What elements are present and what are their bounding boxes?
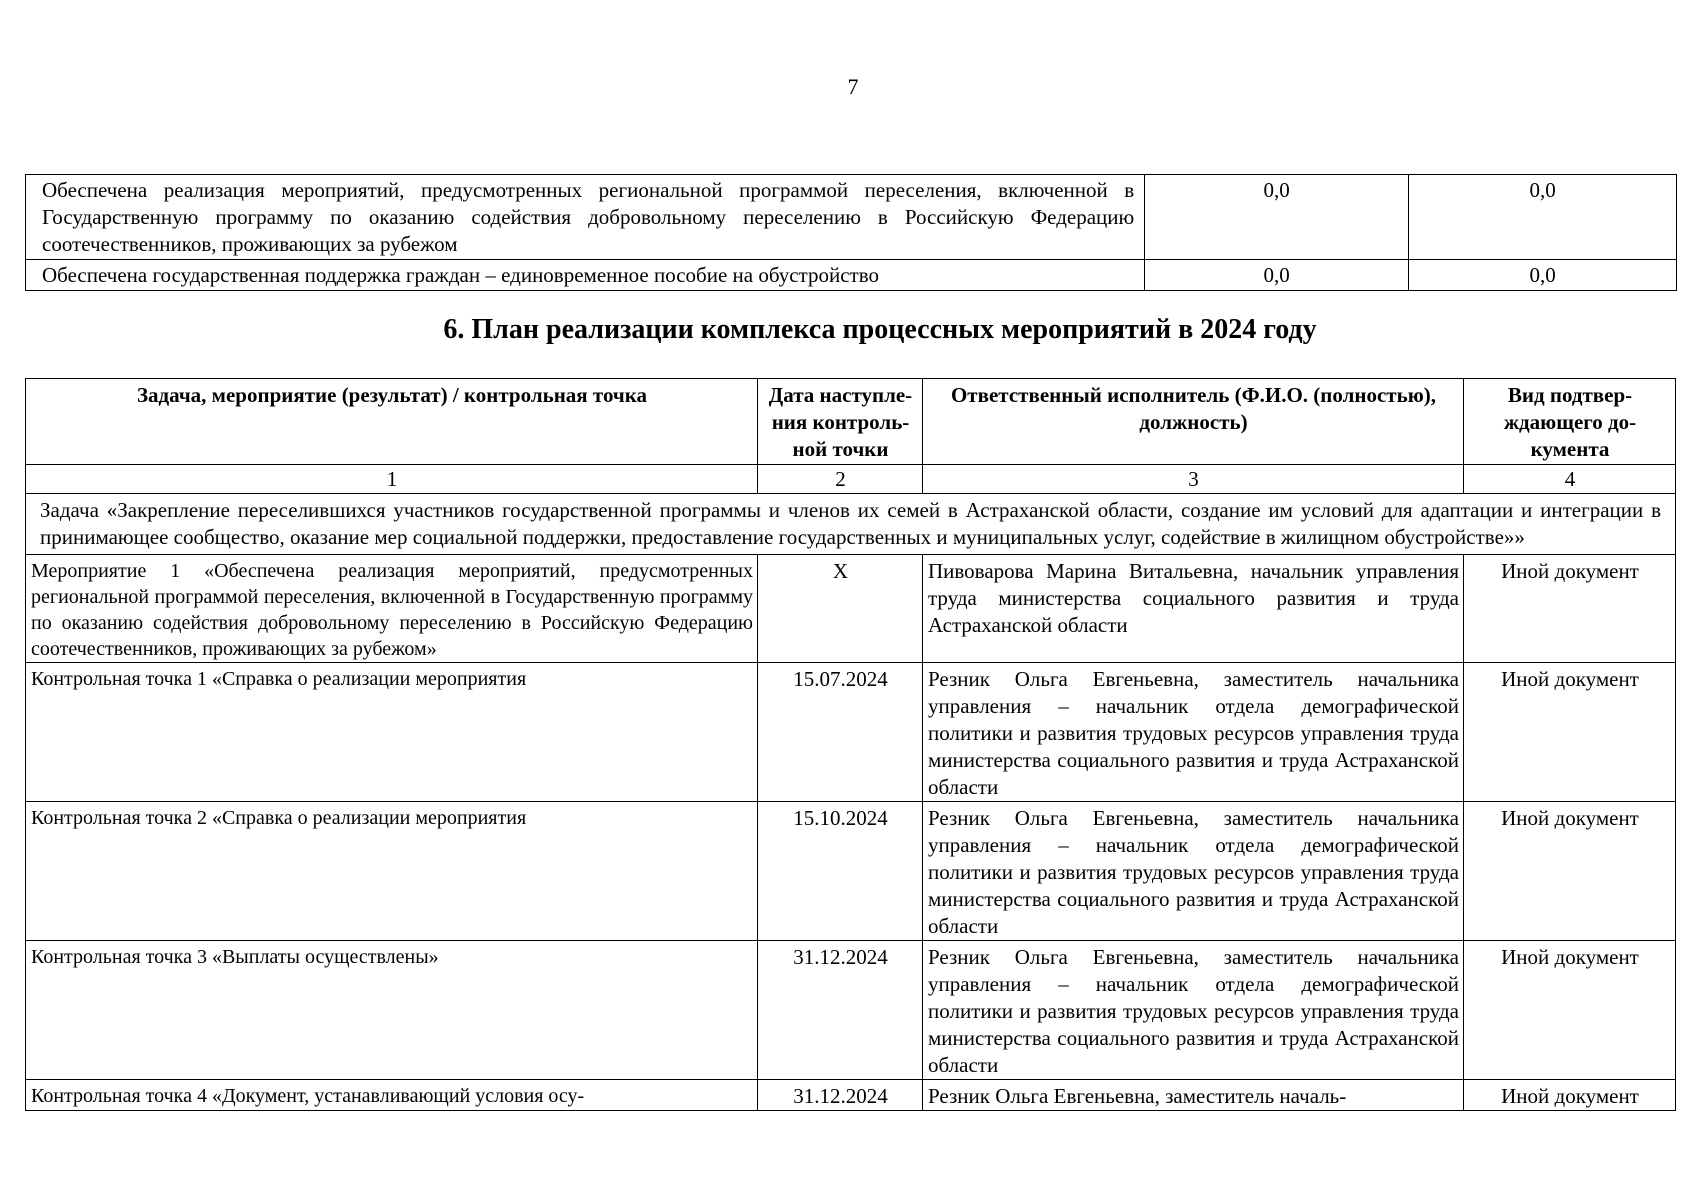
column-number: 2 (758, 465, 923, 494)
financing-row-name: Обеспечена реализация мероприятий, предусмотренных региональной программой переселения, включенной в Государственную программу по оказанию содействия добровольному переселению в Российскую Федерацию соотечественников, проживающих за рубежом (26, 175, 1145, 260)
table-row (26, 941, 1676, 1080)
financing-row-value: 0,0 (1145, 175, 1409, 260)
table-row (26, 663, 1676, 802)
row-date: 15.07.2024 (758, 663, 923, 802)
row-responsible: Пивоварова Марина Витальевна, начальник управления труда министерства социального развития и труда Астраханской области (923, 555, 1464, 663)
page-number: 7 (847, 74, 859, 99)
financing-row-name: Обеспечена государственная поддержка граждан – единовременное пособие на обустройство (26, 260, 1145, 291)
row-date: 31.12.2024 (758, 941, 923, 1080)
table-row (26, 1080, 1676, 1111)
column-number: 1 (26, 465, 758, 494)
row-document: Иной документ (1464, 663, 1676, 802)
table-row (26, 260, 1677, 291)
header-document: Вид подтвер-ждающего до-кумента (1464, 379, 1676, 465)
task-text: Задача «Закрепление переселившихся участников государственной программы и членов их семей в Астраханской области, создание им условий для адаптации и интеграции в принимающее сообщество, оказание мер социальной поддержки, предоставление государственных и муниципальных услуг, содействие в жилищном обустройстве»» (26, 494, 1676, 555)
row-item: Мероприятие 1 «Обеспечена реализация мероприятий, предусмотренных региональной программой переселения, включенной в Государственную программу по оказанию содействия добровольному переселению в Российскую Федерацию соотечественников, проживающих за рубежом» (26, 555, 758, 663)
column-number: 4 (1464, 465, 1676, 494)
plan-table-column-numbers (26, 465, 1676, 494)
row-document: Иной документ (1464, 941, 1676, 1080)
column-number: 3 (923, 465, 1464, 494)
row-responsible: Резник Ольга Евгеньевна, заместитель начальника управления – начальник отдела демографической политики и развития трудовых ресурсов управления труда министерства социального развития и труда Астраханской области (923, 663, 1464, 802)
row-date: X (758, 555, 923, 663)
financing-row-value: 0,0 (1409, 175, 1677, 260)
plan-table-header (26, 379, 1676, 465)
row-document: Иной документ (1464, 802, 1676, 941)
row-responsible: Резник Ольга Евгеньевна, заместитель началь- (923, 1080, 1464, 1111)
row-item: Контрольная точка 2 «Справка о реализации мероприятия (26, 802, 758, 941)
row-responsible: Резник Ольга Евгеньевна, заместитель начальника управления – начальник отдела демографической политики и развития трудовых ресурсов управления труда министерства социального развития и труда Астраханской области (923, 941, 1464, 1080)
table-row (26, 175, 1677, 260)
row-document: Иной документ (1464, 1080, 1676, 1111)
row-document: Иной документ (1464, 555, 1676, 663)
header-date: Дата наступле-ния контроль-ной точки (758, 379, 923, 465)
financing-row-value: 0,0 (1145, 260, 1409, 291)
row-item: Контрольная точка 1 «Справка о реализации мероприятия (26, 663, 758, 802)
plan-table (25, 378, 1676, 1111)
task-row (26, 494, 1676, 555)
table-row (26, 555, 1676, 663)
header-task: Задача, мероприятие (результат) / контрольная точка (26, 379, 758, 465)
financing-table (25, 174, 1677, 291)
table-row (26, 802, 1676, 941)
section-heading: 6. План реализации комплекса процессных мероприятий в 2024 году (443, 314, 1317, 345)
header-responsible: Ответственный исполнитель (Ф.И.О. (полностью), должность) (923, 379, 1464, 465)
row-responsible: Резник Ольга Евгеньевна, заместитель начальника управления – начальник отдела демографической политики и развития трудовых ресурсов управления труда министерства социального развития и труда Астраханской области (923, 802, 1464, 941)
row-item: Контрольная точка 3 «Выплаты осуществлены» (26, 941, 758, 1080)
financing-row-value: 0,0 (1409, 260, 1677, 291)
row-date: 31.12.2024 (758, 1080, 923, 1111)
row-item: Контрольная точка 4 «Документ, устанавливающий условия осу- (26, 1080, 758, 1111)
row-date: 15.10.2024 (758, 802, 923, 941)
